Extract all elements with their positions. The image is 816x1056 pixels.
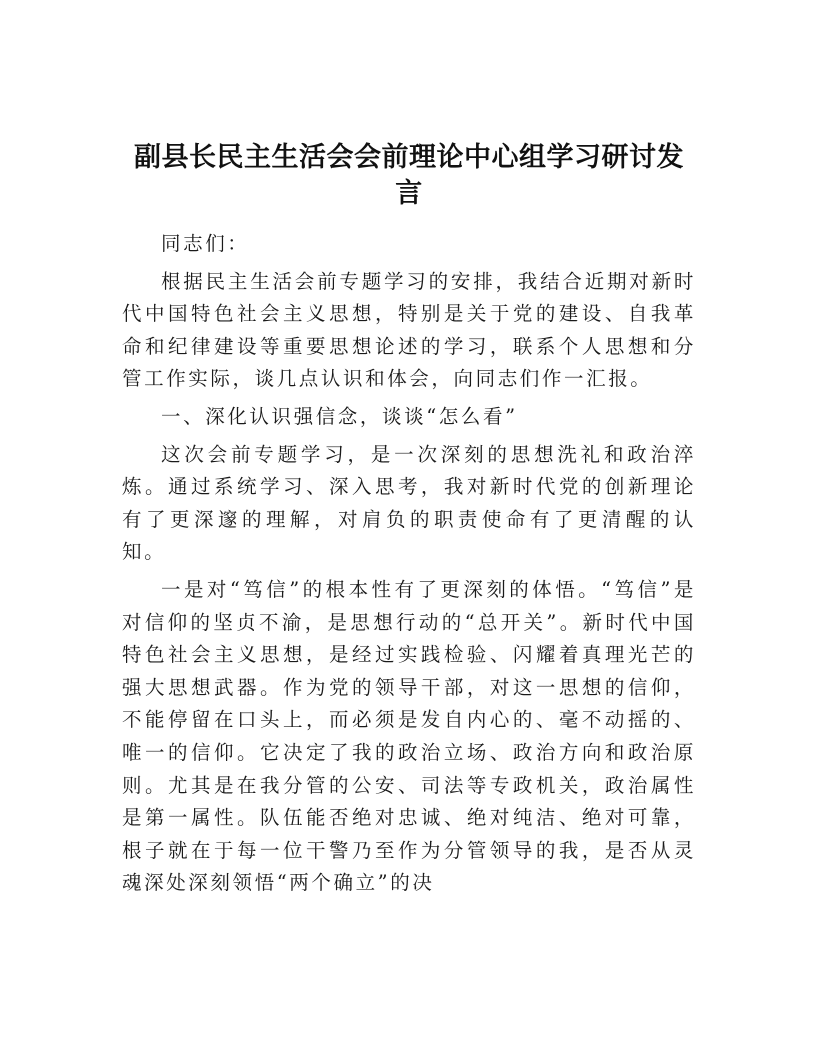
body-paragraph: 这次会前专题学习，是一次深刻的思想洗礼和政治淬炼。通过系统学习、深入思考，我对新时代党的创新理论有了更深邃的理解，对肩负的职责使命有了更清醒的认知。	[122, 442, 696, 564]
document-title: 副县长民主生活会会前理论中心组学习研讨发言	[134, 142, 684, 209]
document-body	[122, 228, 696, 900]
intro-paragraph: 根据民主生活会前专题学习的安排，我结合近期对新时代中国特色社会主义思想，特别是关于党的建设、自我革命和纪律建设等重要思想论述的学习，联系个人思想和分管工作实际，谈几点认识和体会，向同志们作一汇报。	[122, 269, 696, 391]
salutation-paragraph: 同志们：	[161, 232, 250, 255]
section-heading: 一、深化认识强信念，谈谈“怎么看”	[161, 404, 518, 428]
document-content	[122, 140, 696, 900]
body-paragraph: 一是对“笃信”的根本性有了更深刻的体悟。“笃信”是对信仰的坚贞不渝，是思想行动的“总开关”。新时代中国特色社会主义思想，是经过实践检验、闪耀着真理光芒的强大思想武器。作为党的领导干部，对这一思想的信仰，不能停留在口头上，而必须是发自内心的、毫不动摇的、唯一的信仰。它决定了我的政治立场、政治方向和政治原则。尤其是在我分管的公安、司法等专政机关，政治属性是第一属性。队伍能否绝对忠诚、绝对纯洁、绝对可靠，根子就在于每一位干警乃至作为分管领导的我，是否从灵魂深处深刻领悟“两个确立”的决	[122, 577, 696, 895]
